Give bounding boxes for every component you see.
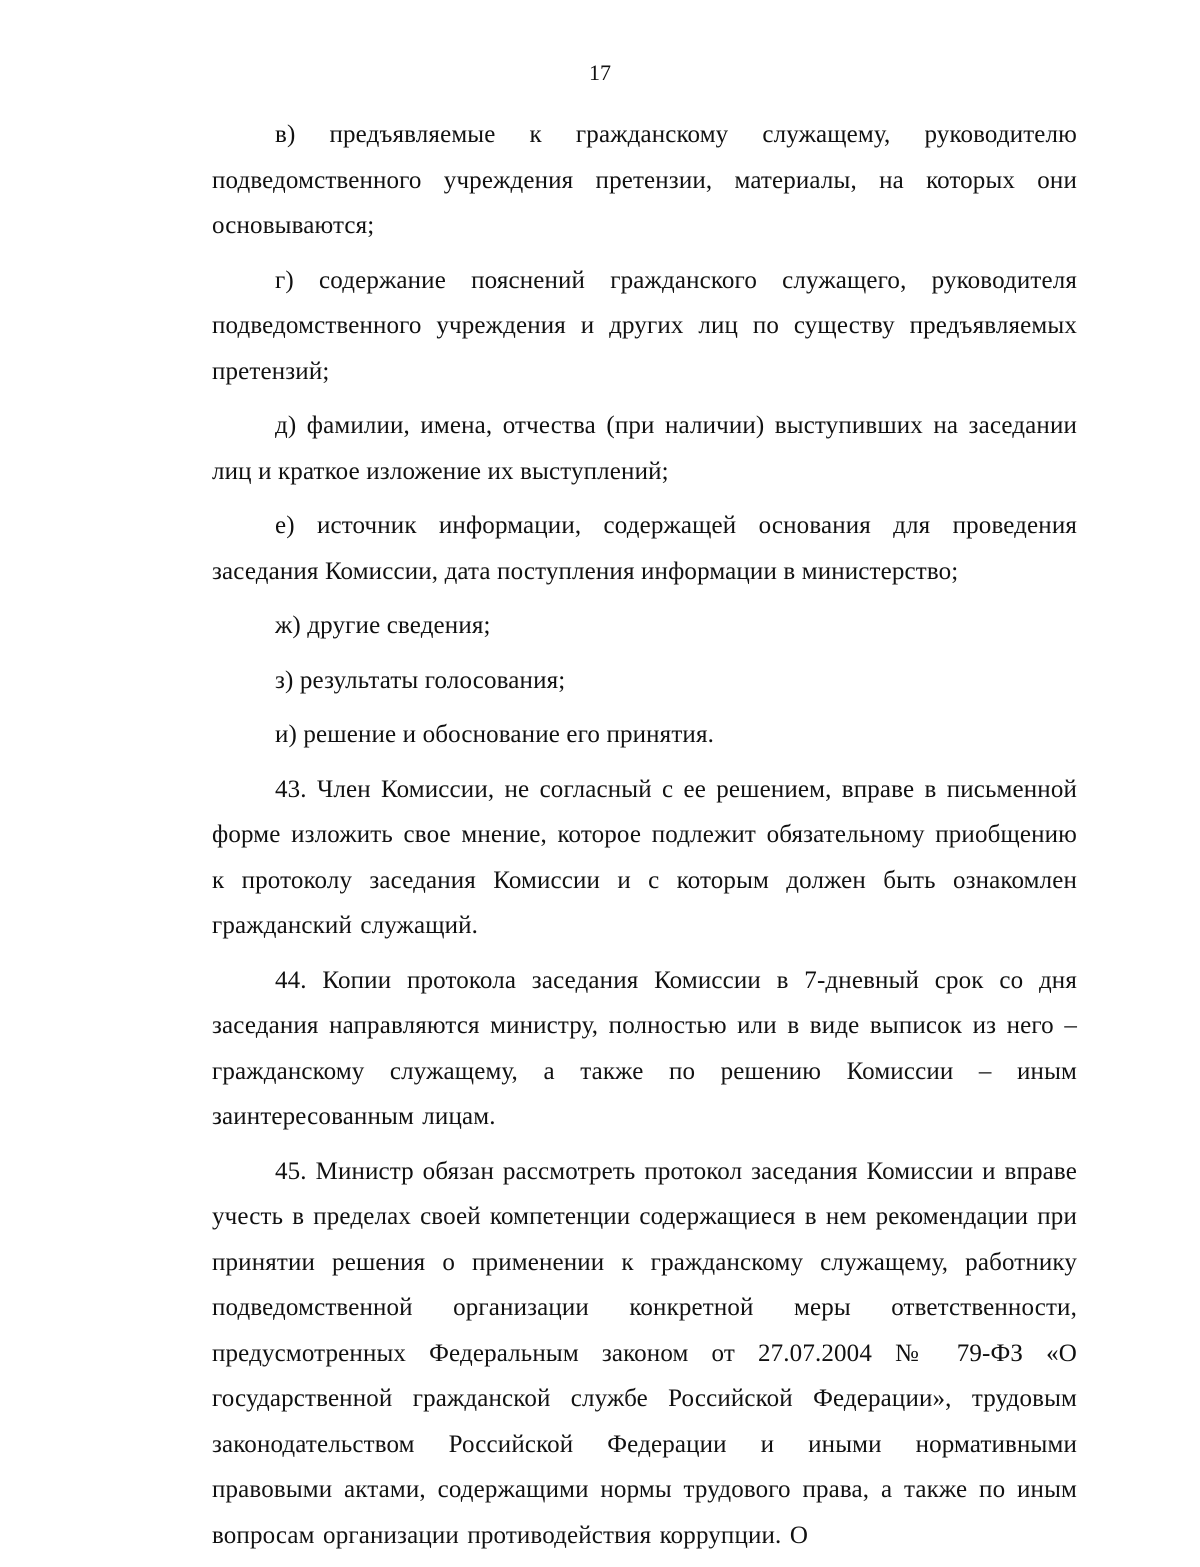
paragraph-clause-43: 43. Член Комиссии, не согласный с ее решением, вправе в письменной форме изложить свое мнение, которое подлежит обязательному приобщению к протоколу заседания Комиссии и с которым должен быть ознакомлен гражданский служащий.	[212, 775, 1077, 939]
paragraph-item-d: д) фамилии, имена, отчества (при наличии) выступивших на заседании лиц и краткое изложение их выступлений;	[212, 412, 1077, 485]
paragraph-item-i: и) решение и обоснование его принятия.	[275, 721, 714, 748]
paragraph-item-g: г) содержание пояснений гражданского служащего, руководителя подведомственного учреждения и других лиц по существу предъявляемых претензий;	[212, 266, 1077, 385]
page-number: 17	[589, 60, 611, 85]
paragraph-item-v: в) предъявляемые к гражданскому служащему, руководителю подведомственного учреждения претензии, материалы, на которых они основываются;	[212, 121, 1077, 239]
paragraph-item-z: з) результаты голосования;	[275, 666, 566, 694]
document-body	[212, 112, 1077, 1567]
paragraph-clause-44: 44. Копии протокола заседания Комиссии в 7-дневный срок со дня заседания направляются министру, полностью или в виде выписок из него – гражданскому служащему, а также по решению Комиссии – иным заинтересованным лицам.	[212, 966, 1077, 1130]
paragraph-item-zh: ж) другие сведения;	[275, 612, 491, 639]
paragraph-item-e: е) источник информации, содержащей основания для проведения заседания Комиссии, дата поступления информации в министерство;	[212, 512, 1077, 585]
paragraph-clause-45: 45. Министр обязан рассмотреть протокол заседания Комиссии и вправе учесть в пределах своей компетенции содержащиеся в нем рекомендации при принятии решения о применении к гражданскому служащему, работнику подведомственной организации конкретной меры ответственности, предусмотренных Федеральным законом от 27.07.2004 № 79-ФЗ «О государственной гражданской службе Российской Федерации», трудовым законодательством Российской Федерации и иными нормативными правовыми актами, содержащими нормы трудового права, а также по иным вопросам организации противодействия коррупции. О	[212, 1157, 1077, 1549]
